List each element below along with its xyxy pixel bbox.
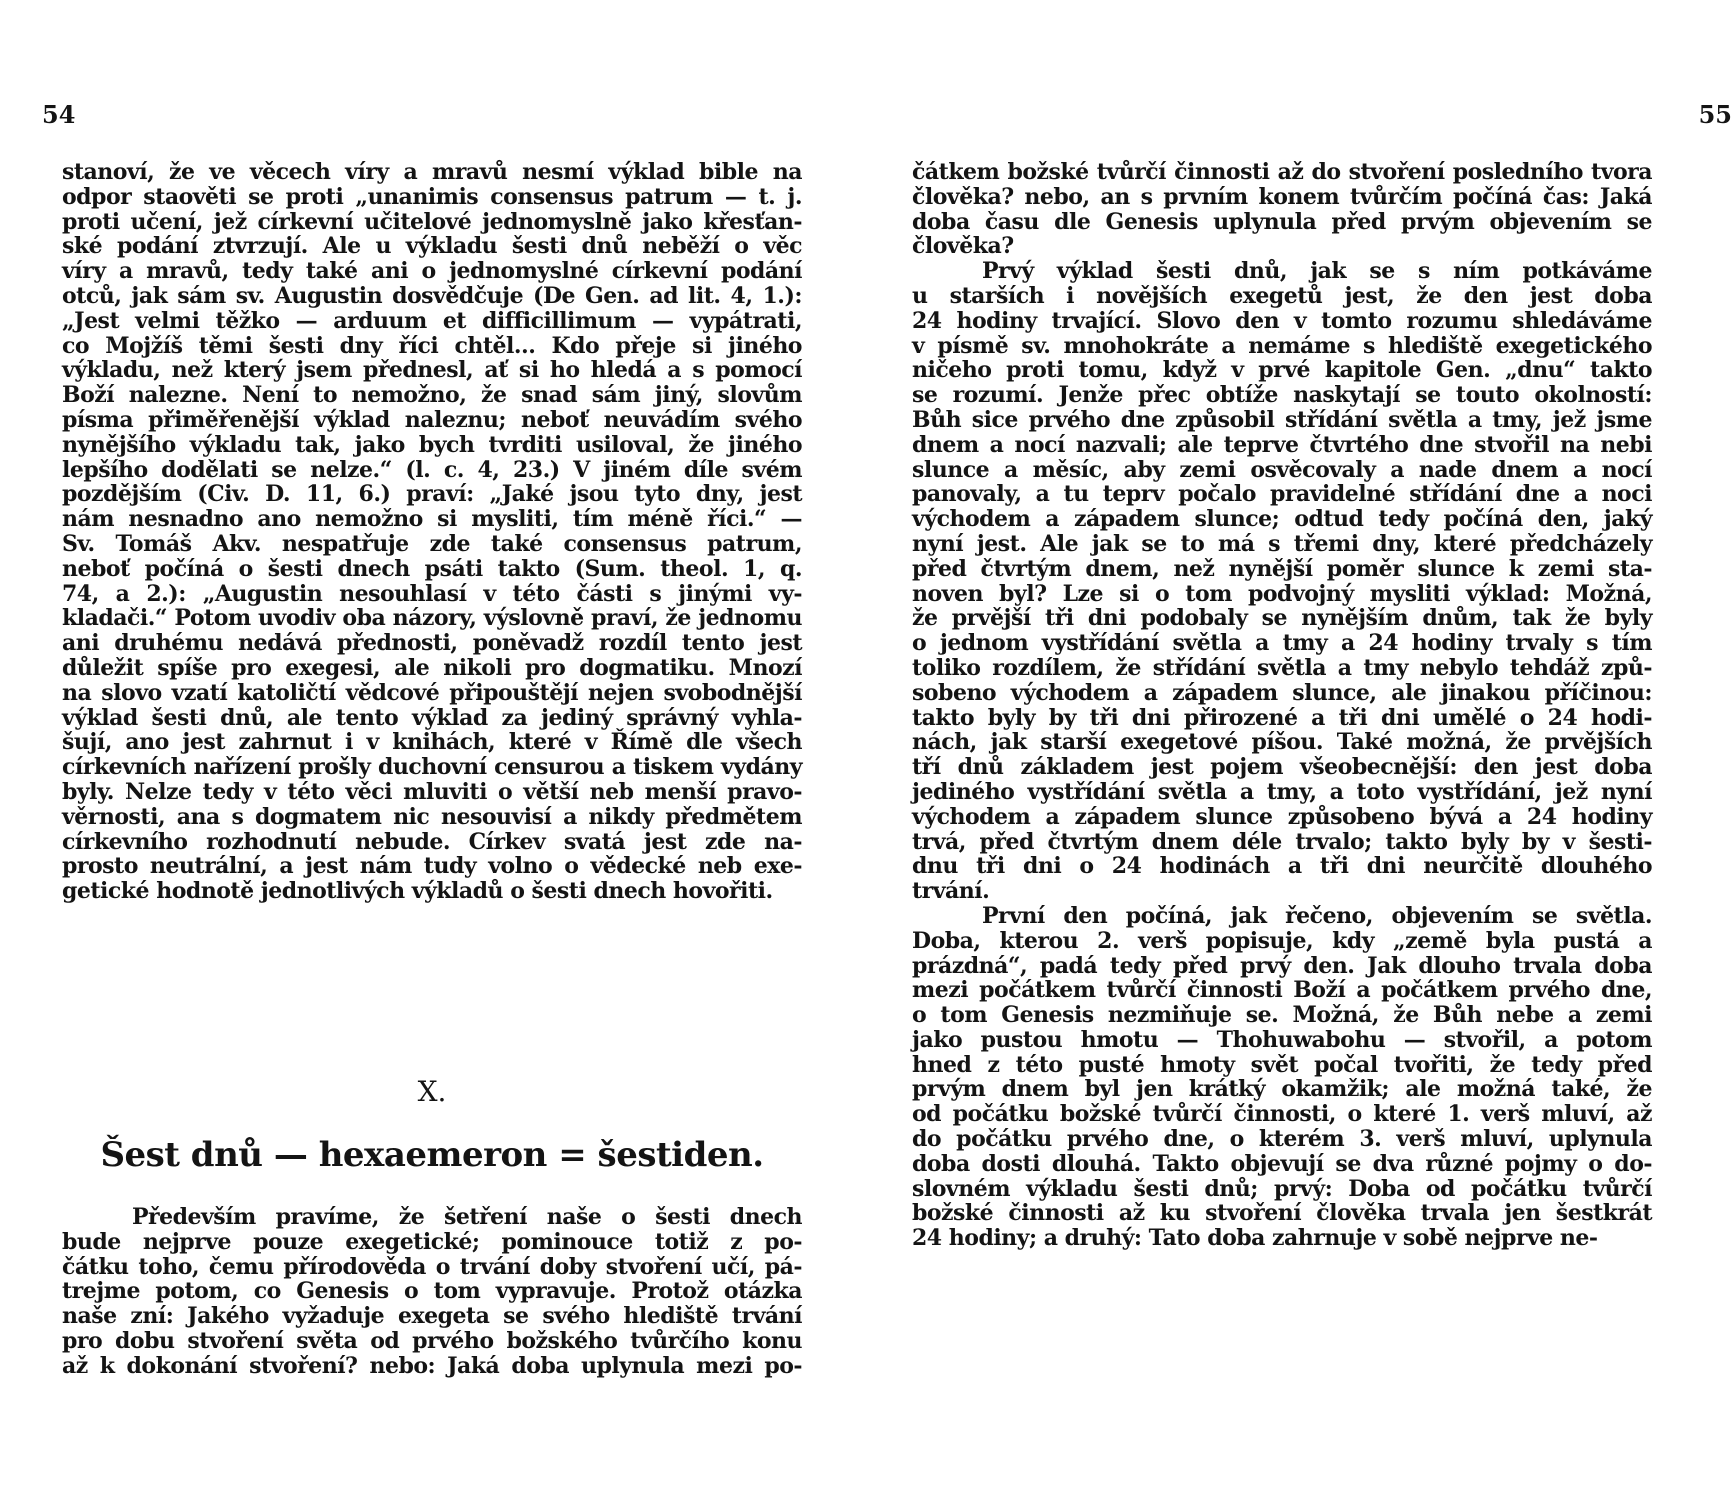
text-line: naše zní: Jakého vyžaduje exegeta se svého hlediště trvání: [62, 1303, 802, 1330]
right-page-body: [912, 160, 1652, 1251]
text-line: jediného vystřídání světla a tmy, a toto vystřídání, jež nyní: [912, 778, 1652, 805]
text-line: kladači.“ Potom uvodiv oba názory, výslovně praví, že jednomu: [62, 605, 802, 632]
left-page: [42, 90, 802, 1470]
text-line: ničeho proti tomu, když v prvé kapitole Gen. „dnu“ takto: [912, 357, 1652, 384]
chapter-number: X.: [417, 1075, 447, 1108]
text-line: o tom Genesis nezmiňuje se. Možná, že Bůh nebe a zemi: [912, 1002, 1652, 1029]
text-line: Boží nalezne. Není to nemožno, že snad sám jiný, slovům: [62, 382, 802, 409]
text-line: prvým dnem byl jen krátký okamžik; ale možná také, že: [912, 1076, 1652, 1103]
text-line: getické hodnotě jednotlivých výkladů o šesti dnech hovořiti.: [62, 878, 773, 905]
text-line: dnu tři dni o 24 hodinách a tři dni neurčitě dlouhého: [912, 853, 1652, 880]
text-line: mezi počátkem tvůrčí činnosti Boží a počátkem prvého dne,: [912, 977, 1652, 1004]
text-line: bude nejprve pouze exegetické; pominouce totiž z po-: [62, 1228, 802, 1255]
text-line: v písmě sv. mnohokráte a nemáme s hlediště exegetického: [912, 332, 1652, 359]
text-line: co Mojžíš těmi šesti dny říci chtěl… Kdo přeje si jiného: [62, 332, 802, 359]
text-line: noven byl? Lze si o tom podvojný mysliti výklad: Možná,: [912, 580, 1652, 607]
text-line: nyní jest. Ale jak se to má s třemi dny, které předcházely: [912, 530, 1652, 557]
text-line: „Jest velmi těžko — arduum et difficillimum — vypátrati,: [62, 307, 802, 334]
text-line: čátku toho, čemu přírodověda o trvání doby stvoření učí, pá-: [62, 1253, 802, 1280]
text-line: slunce a měsíc, aby zemi osvěcovaly a nade dnem a nocí: [912, 456, 1652, 483]
text-line: panovaly, a tu teprv počalo pravidelné střídání dne a noci: [912, 481, 1652, 508]
text-line: takto byly by tři dni přirozené a tři dni umělé o 24 hodi-: [912, 704, 1652, 731]
text-line: čátkem božské tvůrčí činnosti až do stvoření posledního tvora: [912, 159, 1652, 185]
text-line: výkladu, než který jsem přednesl, ať si ho hledá a s pomocí: [62, 357, 802, 384]
text-line: lepšího dodělati se nelze.“ (l. c. 4, 23.) V jiném díle svém: [62, 456, 802, 483]
text-line: tří dnů základem jest pojem všeobecnější: den jest doba: [912, 754, 1652, 781]
text-line: důležit spíše pro exegesi, ale nikoli pro dogmatiku. Mnozí: [62, 654, 802, 681]
text-line: pro dobu stvoření světa od prvého božského tvůrčího konu: [62, 1327, 802, 1354]
text-line: doba dosti dlouhá. Takto objevují se dva různé pojmy o do-: [912, 1150, 1652, 1177]
text-line: hned z této pusté hmoty svět počal tvořiti, že tedy před: [912, 1051, 1652, 1078]
text-line: sobeno východem a západem slunce, ale jinakou příčinou:: [912, 679, 1652, 706]
text-line: šují, ano jest zahrnut i v knihách, které v Římě dle všech: [62, 729, 802, 756]
text-line: písma přiměřenější výklad naleznu; neboť neuvádím svého: [62, 406, 802, 433]
text-line: východem a západem slunce; odtud tedy počíná den, jaký: [912, 506, 1652, 533]
text-line: trejme potom, co Genesis o tom vypravuje. Protož otázka: [62, 1278, 802, 1305]
text-line: člověka?: [912, 233, 1014, 260]
text-line: jako pustou hmotu — Thohuwabohu — stvořil, a potom: [912, 1026, 1652, 1053]
left-page-body-bottom: [62, 1205, 802, 1379]
text-line: nám nesnadno ano nemožno si mysliti, tím méně říci.“ —: [62, 506, 802, 533]
text-line: věrnosti, ana s dogmatem nic nesouvisí a nikdy předmětem: [62, 803, 802, 830]
text-line: Bůh sice prvého dne způsobil střídání světla a tmy, jež jsme: [912, 406, 1652, 433]
chapter-title: Šest dnů — hexaemeron = šestiden.: [100, 1135, 764, 1175]
text-line: člověka? nebo, an s prvním konem tvůrčím počíná čas: Jaká: [912, 183, 1652, 210]
text-line: dnem a nocí nazvali; ale teprve čtvrtého dne stvořil na nebi: [912, 431, 1652, 458]
text-line: Prvý výklad šesti dnů, jak se s ním potkáváme: [982, 258, 1652, 285]
text-line: víry a mravů, tedy také ani o jednomyslné církevní podání: [62, 258, 802, 285]
text-line: Doba, kterou 2. verš popisuje, kdy „země byla pustá a: [912, 927, 1652, 954]
text-line: trvá, před čtvrtým dnem déle trvalo; takto byly by v šesti-: [912, 828, 1652, 855]
text-line: církevního rozhodnutí nebude. Církev svatá jest zde na-: [62, 828, 802, 855]
text-line: ské podání ztvrzují. Ale u výkladu šesti dnů neběží o věc: [62, 233, 802, 260]
text-line: do počátku prvého dne, o kterém 3. verš mluví, uplynula: [912, 1126, 1652, 1153]
text-line: že prvější tři dni podobaly se nynějším dnům, tak že byly: [912, 605, 1652, 632]
left-page-body-top: [62, 160, 802, 904]
right-page: [912, 90, 1732, 1470]
text-line: nynějšího výkladu tak, jako bych tvrditi usiloval, že jiného: [62, 431, 802, 458]
text-line: prázdná“, padá tedy před prvý den. Jak dlouho trvala doba: [912, 952, 1652, 979]
text-line: se rozumí. Jenže přec obtíže naskytají se touto okolností:: [912, 382, 1652, 409]
text-line: Sv. Tomáš Akv. nespatřuje zde také consensus patrum,: [62, 530, 802, 557]
text-line: neboť počíná o šesti dnech psáti takto (Sum. theol. 1, q.: [62, 555, 802, 582]
text-line: východem a západem slunce způsobeno bývá a 24 hodiny: [912, 803, 1652, 830]
text-line: prosto neutrální, a jest nám tudy volno o vědecké neb exe-: [62, 853, 802, 880]
text-line: doba času dle Genesis uplynula před prvým objevením se: [912, 208, 1652, 235]
text-line: ani druhému nedává přednosti, poněvadž rozdíl tento jest: [62, 630, 802, 657]
text-line: stanoví, že ve věcech víry a mravů nesmí výklad bible na: [62, 159, 802, 185]
text-line: božské činnosti až ku stvoření člověka trvala jen šestkrát: [912, 1200, 1652, 1227]
text-line: nách, jak starší exegetové píšou. Také možná, že prvějších: [912, 729, 1652, 756]
text-line: církevních nařízení prošly duchovní censurou a tiskem vydány: [62, 754, 802, 781]
text-line: První den počíná, jak řečeno, objevením se světla.: [982, 902, 1652, 929]
text-line: 24 hodiny; a druhý: Tato doba zahrnuje v sobě nejprve ne-: [912, 1225, 1598, 1252]
text-line: 74, a 2.): „Augustin nesouhlasí v této části s jinými vy-: [62, 580, 802, 607]
page-number-right: 55: [1698, 100, 1732, 129]
text-line: na slovo vzatí katoličtí vědcové připouštějí nejen svobodnější: [62, 679, 802, 706]
text-line: byly. Nelze tedy v této věci mluviti o větší neb menší pravo-: [62, 778, 802, 805]
text-line: až k dokonání stvoření? nebo: Jaká doba uplynula mezi po-: [62, 1352, 802, 1379]
text-line: o jednom vystřídání světla a tmy a 24 hodiny trvaly s tím: [912, 630, 1652, 657]
text-line: toliko rozdílem, že střídání světla a tmy nebylo tehdáž způ-: [912, 654, 1652, 681]
text-line: odpor staověti se proti „unanimis consensus patrum — t. j.: [62, 183, 802, 210]
text-line: 24 hodiny trvající. Slovo den v tomto rozumu shledáváme: [912, 307, 1652, 334]
text-line: proti učení, jež církevní učitelové jednomyslně jako křesťan-: [62, 208, 802, 235]
text-line: otců, jak sám sv. Augustin dosvědčuje (De Gen. ad lit. 4, 1.):: [62, 282, 802, 309]
text-line: slovném výkladu šesti dnů; prvý: Doba od počátku tvůrčí: [912, 1175, 1652, 1202]
text-line: Především pravíme, že šetření naše o šesti dnech: [132, 1204, 802, 1230]
page-number-left: 54: [42, 100, 76, 129]
text-line: trvání.: [912, 878, 990, 905]
text-line: před čtvrtým dnem, než nynější poměr slunce k zemi sta-: [912, 555, 1652, 582]
text-line: od počátku božské tvůrčí činnosti, o které 1. verš mluví, až: [912, 1101, 1652, 1128]
text-line: u starších i novějších exegetů jest, že den jest doba: [912, 282, 1652, 309]
text-line: výklad šesti dnů, ale tento výklad za jediný správný vyhla-: [62, 704, 802, 731]
text-line: pozdějším (Civ. D. 11, 6.) praví: „Jaké jsou tyto dny, jest: [62, 481, 802, 508]
